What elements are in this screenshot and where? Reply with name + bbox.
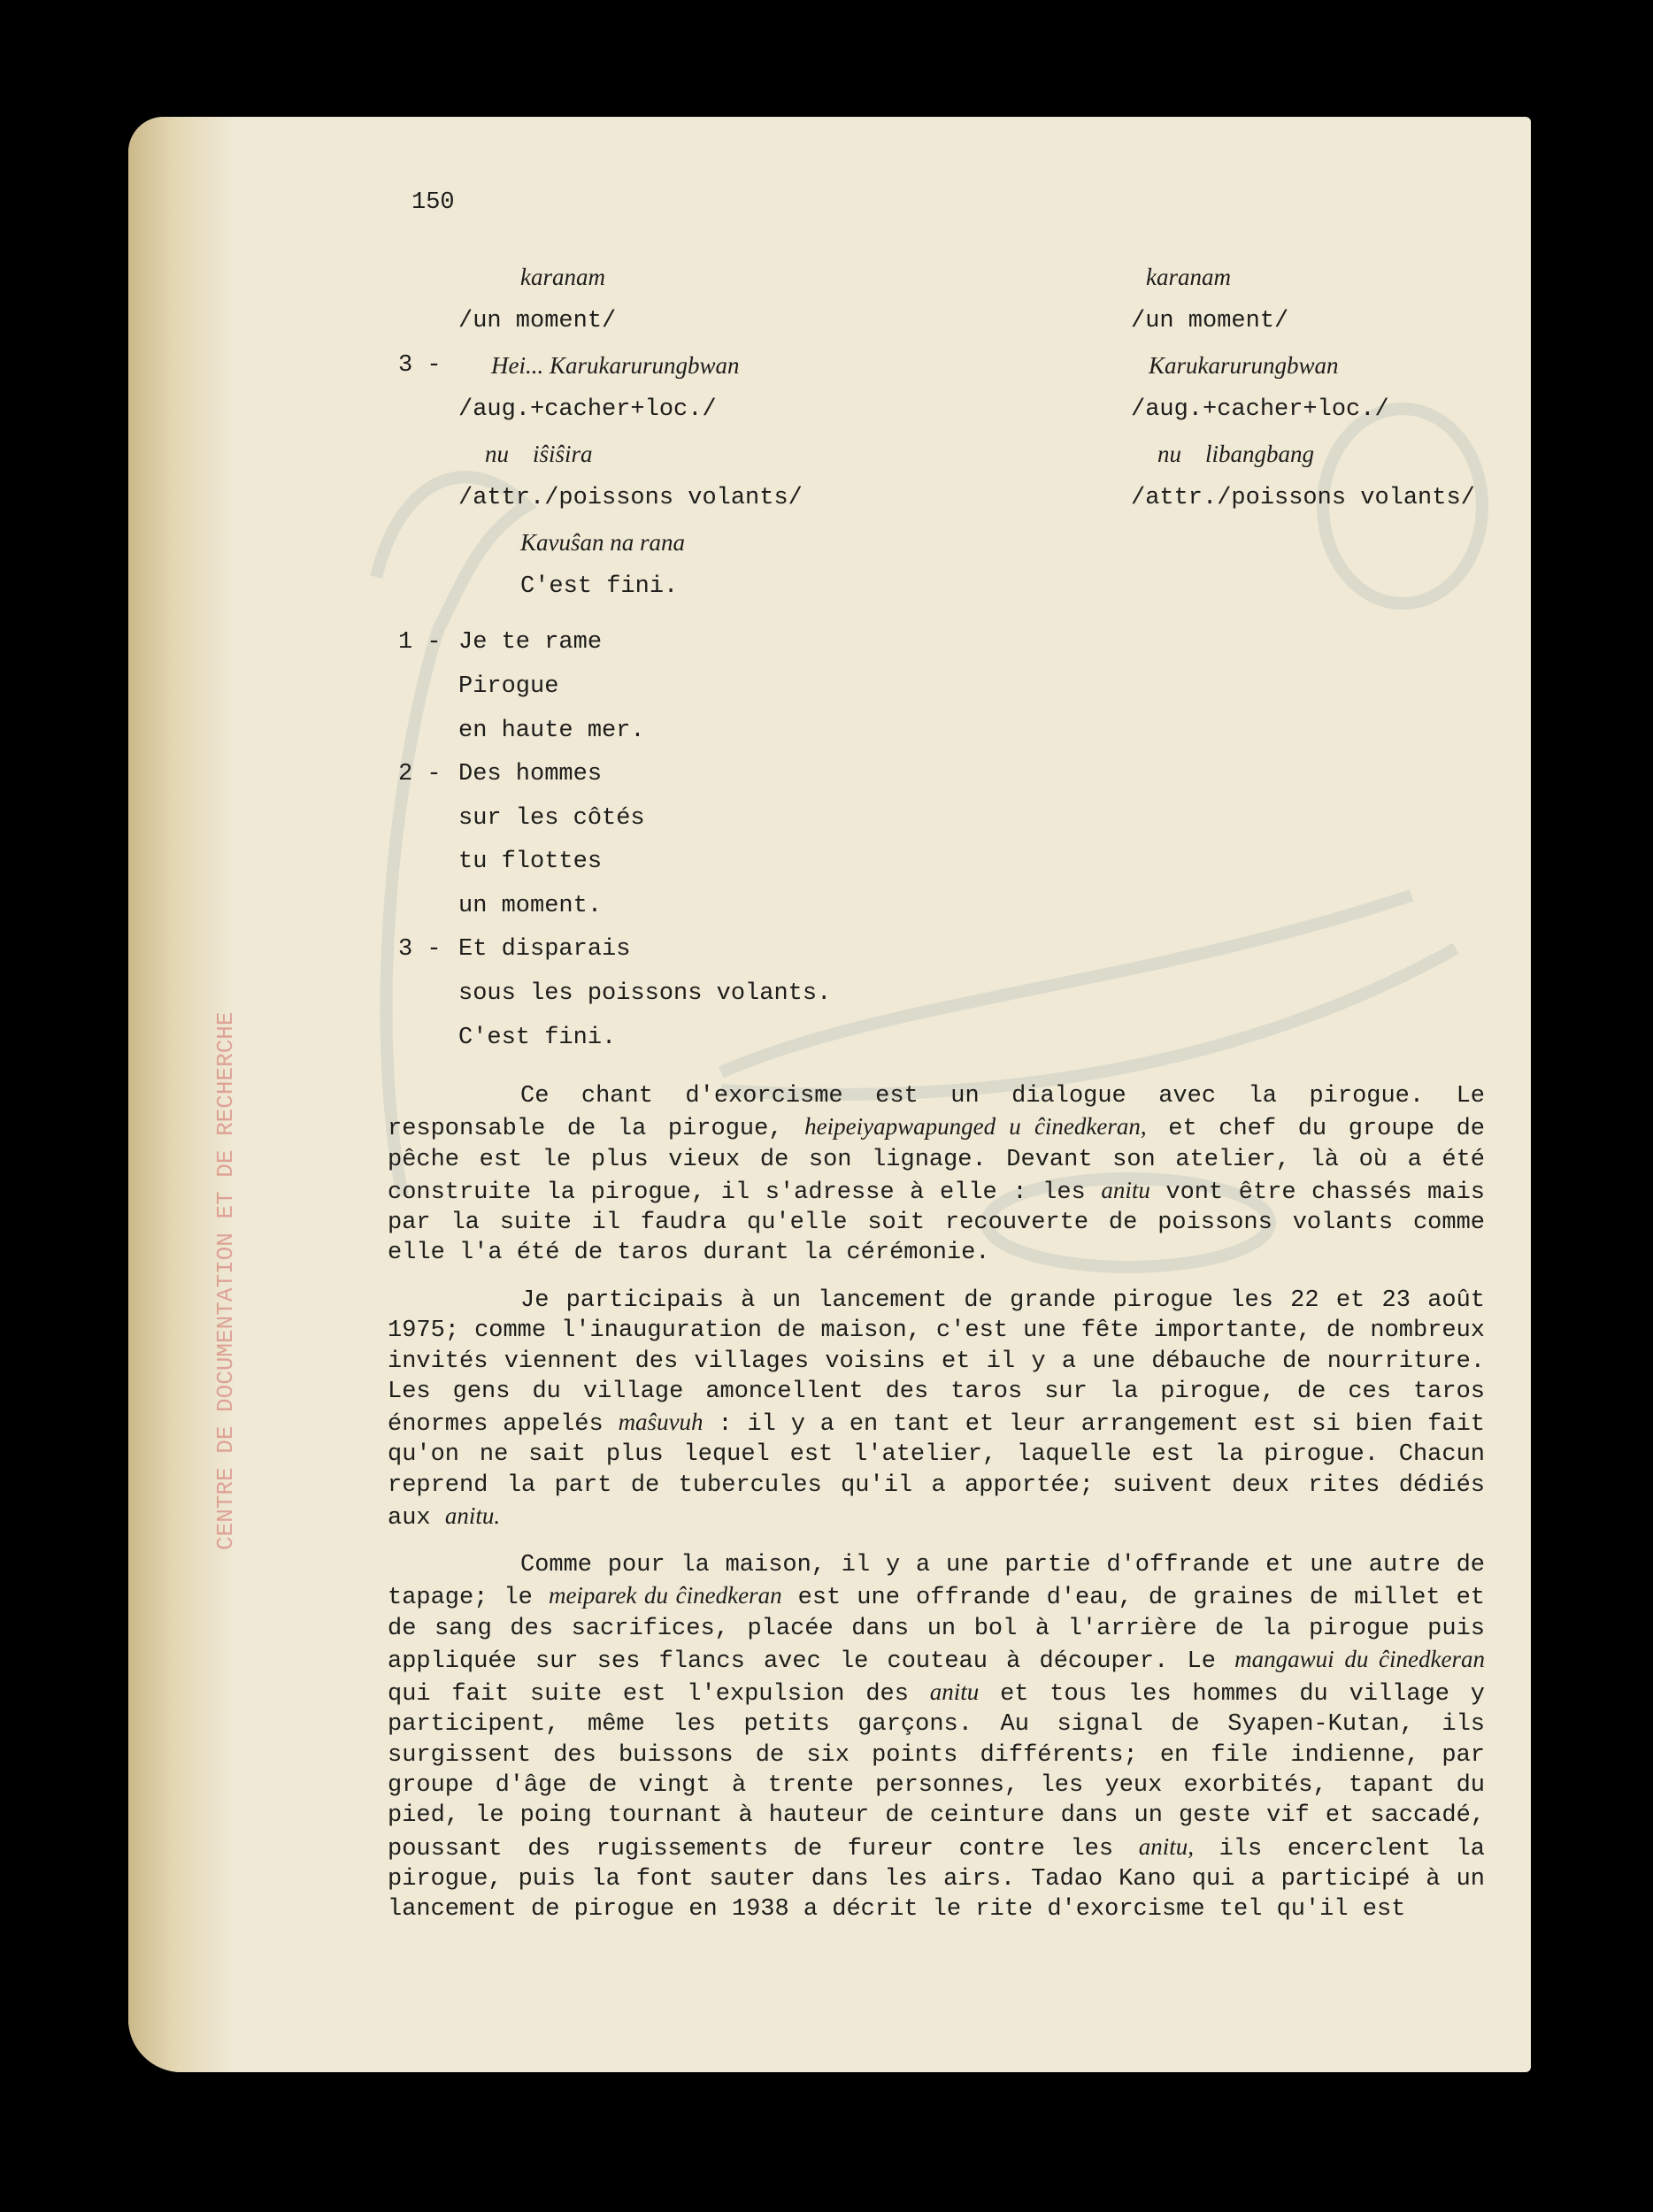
right-line-1: karanam [1146,264,1231,290]
right-line-3: Karukarurungbwan [1149,352,1339,379]
paragraph-italic: anitu. [444,1502,501,1530]
translation-line: un moment. [458,893,603,919]
translation-marker-1: 1 - [398,629,442,656]
paragraph-text: Je participais à un lancement de grande pirogue les 22 et 23 août 1975; comme l'inauguration de maison, c'est une fête importante, de nombreux invités viennent des villages voisins et il y a une débauche de nourriture. Les gens du village amoncellent des taros sur la pirogue, de ces taros énormes appelés [388,1287,1485,1439]
paragraph-italic: mangawui du ĉinedkeran [1234,1645,1485,1672]
translation-marker-2: 2 - [398,761,442,787]
paragraph-italic: maŝuvuh [618,1409,703,1436]
right-line-4: /aug.+cacher+loc./ [1131,396,1389,423]
paragraph-1 [388,1081,1485,1269]
left-line-4: /aug.+cacher+loc./ [458,396,717,423]
left-line-5: nu iŝiŝira [485,441,593,467]
right-line-2: /un moment/ [1131,308,1289,334]
translation-line: en haute mer. [458,718,645,744]
paragraph-italic: anitu [1101,1176,1150,1203]
translation-line: sous les poissons volants. [458,980,832,1007]
paragraph-text: : il y a en tant et leur arrangement est si bien fait qu'on ne sait plus lequel est l'atelier, laquelle est la pirogue. Chacun reprend la part de tubercules qu'il a apportée; suivent deux rites dédiés aux [388,1411,1485,1532]
translation-line: Pirogue [458,673,559,700]
translation-line: sur les côtés [458,805,645,832]
paragraph-2 [388,1286,1485,1533]
translation-line: tu flottes [458,849,603,875]
paragraph-text: et tous les hommes du village y participent, même les petits garçons. Au signal de Syapen-Kutan, ils surgissent des buissons de six points différents; en file indienne, par groupe d'âge de vingt à trente personnes, les yeux exorbités, tapant du pied, le poing tournant à hauteur de ceinture dans un geste vif et saccadé, poussant des rugissements de fureur contre les [388,1681,1486,1863]
page-number: 150 [411,189,455,216]
translation-line: Et disparais [458,936,631,963]
left-line-7: Kavuŝan na rana [520,529,686,556]
paragraph-italic: meiparek du ĉinedkeran [548,1582,782,1609]
left-line-3: Hei... Karukarurungbwan [491,352,740,379]
paragraph-3 [388,1550,1485,1925]
paragraph-italic: heipeiyapwapunged u ĉinedkeran, [804,1113,1147,1141]
left-line-2: /un moment/ [458,308,617,334]
left-line-6: /attr./poissons volants/ [458,485,803,511]
paragraph-text: et chef du groupe de pêche est le plus vieux de son lignage. Devant son atelier, là où a été construite la pirogue, il s'adresse à elle : les [388,1116,1485,1206]
left-line-1: karanam [520,264,605,290]
right-line-6: /attr./poissons volants/ [1131,485,1475,511]
translation-line: Je te rame [458,629,603,656]
left-line-marker: 3 - [398,352,442,379]
left-line-8: C'est fini. [520,573,679,600]
translation-line: C'est fini. [458,1025,617,1051]
paragraph-italic: anitu [929,1678,980,1706]
paragraph-text: est une offrande d'eau, de graines de millet et de sang des sacrifices, placée dans un bol à l'arrière de la pirogue puis appliquée sur ses flancs avec le couteau à découper. Le [388,1585,1486,1675]
right-line-5: nu libangbang [1157,441,1315,467]
paragraph-text: Comme pour la maison, il y a une partie d'offrande et une autre de tapage; le [388,1552,1485,1612]
library-stamp: CENTRE DE DOCUMENTATION ET DE RECHERCHE [212,1011,239,1550]
paragraph-text: Ce chant d'exorcisme est un dialogue avec la pirogue. Le responsable de la pirogue, [388,1083,1485,1143]
translation-marker-3: 3 - [398,936,442,963]
paragraph-text: ils encerclent la pirogue, puis la font sauter dans les airs. Tadao Kano qui a participé à un lancement de pirogue en 1938 a décrit le rite d'exorcisme tel qu'il est [388,1835,1485,1924]
translation-line: Des hommes [458,761,603,787]
paragraph-italic: anitu, [1138,1832,1194,1860]
paragraph-text: vont être chassés mais par la suite il faudra qu'elle soit recouverte de poissons volants comme elle l'a été de taros durant la cérémonie. [388,1179,1485,1267]
paragraph-text: qui fait suite est l'expulsion des [388,1681,930,1709]
